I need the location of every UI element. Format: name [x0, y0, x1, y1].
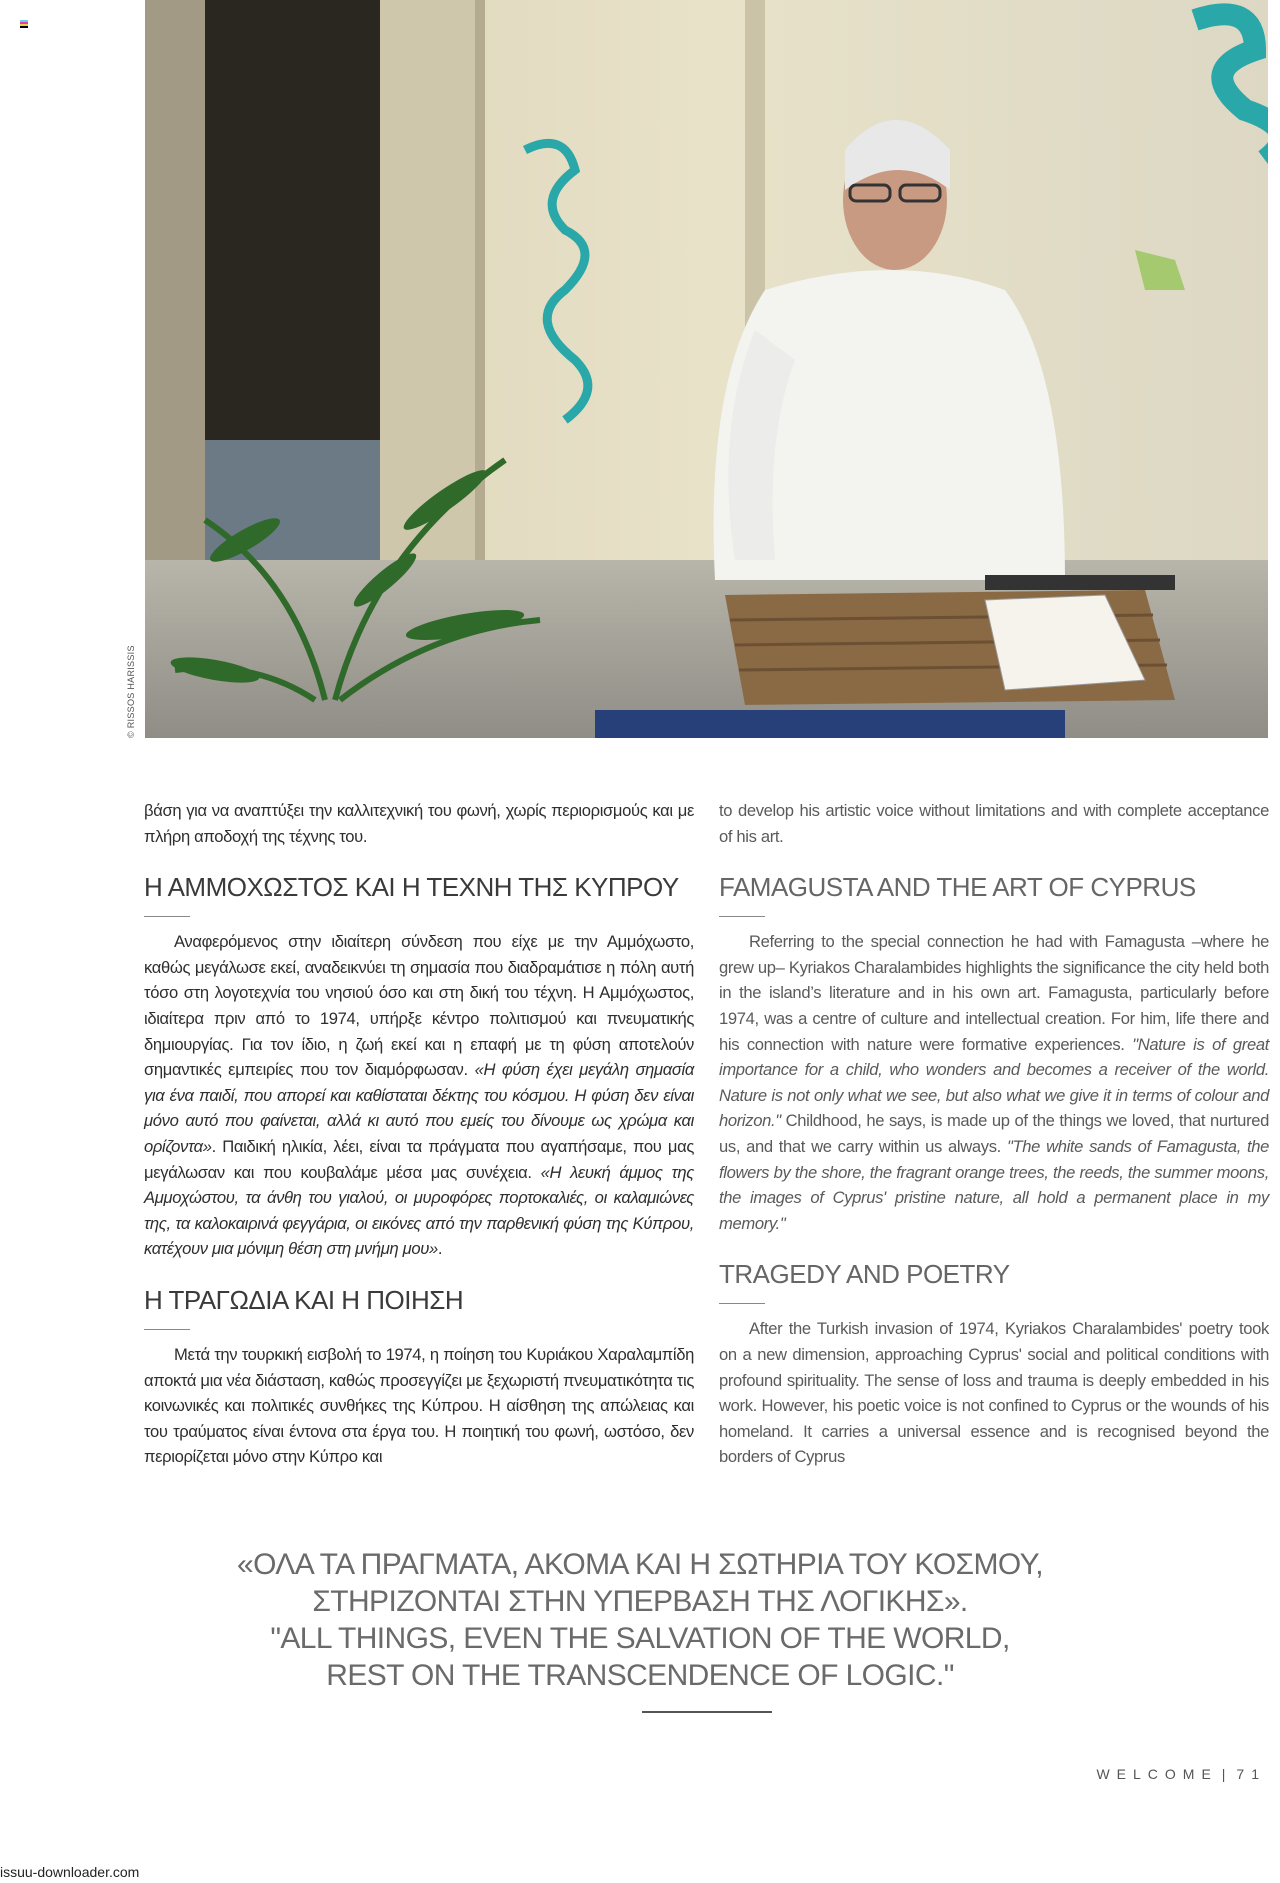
page-number: 71: [1236, 1766, 1266, 1782]
english-paragraph-tragedy: [719, 1316, 1269, 1470]
body-text: After the Turkish invasion of 1974, Kyriakos Charalambides' poetry took on a new dimension, approaching Cyprus' social and political conditions with profound spirituality. The sense of loss and trauma is deeply embedded in his work. However, his poetic voice is not confined to Cyprus or the wounds of his homeland. It carries a universal essence and is recognised beyond the borders of Cyprus: [719, 1319, 1269, 1467]
photo-credit: © RISSOS HARISSIS: [126, 645, 136, 738]
section-name: WELCOME: [1096, 1766, 1218, 1782]
english-heading-famagusta: FAMAGUSTA AND THE ART OF CYPRUS: [719, 872, 1196, 903]
pull-quote-line: REST ON THE TRANSCENDENCE OF LOGIC.": [326, 1659, 954, 1692]
english-column: [719, 798, 1269, 1470]
body-text: βάση για να αναπτύξει την καλλιτεχνική του φωνή, χωρίς περιορισμούς και με πλήρη αποδοχή της τέχνης του.: [144, 801, 694, 846]
greek-heading-famagusta: Η ΑΜΜΟΧΩΣΤΟΣ ΚΑΙ Η ΤΕΧΝΗ ΤΗΣ ΚΥΠΡΟΥ: [144, 872, 679, 903]
portrait-photo: [145, 0, 1268, 738]
english-heading-tragedy: TRAGEDY AND POETRY: [719, 1259, 1010, 1290]
english-paragraph-famagusta: [719, 929, 1269, 1236]
quoted-text: "Nature is of great importance for a child, who wonders and becomes a receiver of the world. Nature is not only what we see, but also what we give it in terms of colour and horizon.": [719, 1034, 1269, 1131]
body-text: Μετά την τουρκική εισβολή το 1974, η ποίηση του Κυριάκου Χαραλαμπίδη αποκτά μια νέα διάσταση, καθώς προσεγγίζει με ξεχωριστή πνευματικότητα τις κοινωνικές και πολιτικές συνθήκες της Κύπρου. Η αίσθηση της απώλειας και του τραύματος είναι έντονα στα έργα του. Η ποιητική του φωνή, ωστόσο, δεν περιορίζεται μόνο στην Κύπρο και: [144, 1344, 694, 1467]
heading-rule: [719, 916, 765, 917]
pull-quote-line: «ΟΛΑ ΤΑ ΠΡΑΓΜΑΤΑ, ΑΚΟΜΑ ΚΑΙ Η ΣΩΤΗΡΙΑ ΤΟΥ ΚΟΣΜΟΥ,: [237, 1548, 1043, 1581]
body-text: Referring to the special connection he had with Famagusta –where he grew up– Kyriakos Charalambides highlights the significance the city held both in the island’s literature and in his own art. Famagusta, particularly before 1974, was a centre of culture and intellectual creation. For him, life there and his connection with nature were formative experiences.: [719, 932, 1269, 1054]
greek-heading-tragedy: Η ΤΡΑΓΩΔΙΑ ΚΑΙ Η ΠΟΙΗΣΗ: [144, 1284, 464, 1315]
greek-paragraph-famagusta: [144, 929, 694, 1262]
watermark: issuu-downloader.com: [0, 1864, 140, 1880]
body-text: .: [437, 1239, 443, 1259]
pull-quote-line: ΣΤΗΡΙΖΟΝΤΑΙ ΣΤΗΝ ΥΠΕΡΒΑΣΗ ΤΗΣ ΛΟΓΙΚΗΣ».: [312, 1585, 968, 1618]
greek-paragraph-tragedy: [144, 1342, 694, 1470]
photo-illustration: [145, 0, 1268, 738]
heading-rule: [144, 916, 190, 917]
heading-rule: [719, 1303, 765, 1304]
body-text: Childhood, he says, is made up of the things we loved, that nurtured us, and that we carry within us always.: [719, 1111, 1269, 1156]
footer-separator: |: [1221, 1766, 1233, 1782]
heading-rule: [144, 1329, 190, 1330]
english-intro-paragraph: [719, 798, 1269, 849]
pull-quote: [0, 1546, 1280, 1694]
body-text: . Παιδική ηλικία, λέει, είναι τα πράγματα που αγαπήσαμε, που μας μεγάλωσαν και που κουβαλάμε μέσα μας συνέχεια.: [144, 1136, 694, 1182]
body-text: Αναφερόμενος στην ιδιαίτερη σύνδεση που είχε με την Αμμόχωστο, καθώς μεγάλωσε εκεί, αναδεικνύει τη σημασία που διαδραμάτισε η πόλη αυτή τόσο στη λογοτεχνία του νησιού όσο και στη δική του τέχνη. Η Αμμόχωστος, ιδιαίτερα πριν από το 1974, υπήρξε κέντρο πολιτισμού και πνευματικής δημιουργίας. Για τον ίδιο, η ζωή εκεί και η επαφή με τη φύση αποτελούν σημαντικές εμπειρίες που τον διαμόρφωσαν.: [144, 932, 694, 1080]
color-registration-mark: [20, 20, 28, 28]
greek-intro-paragraph: [144, 798, 694, 849]
body-text: to develop his artistic voice without limitations and with complete acceptance of his art.: [719, 801, 1269, 846]
quoted-text: «Η φύση έχει μεγάλη σημασία για ένα παιδί, που απορεί και καθίσταται δέκτης του κόσμου. Η φύση δεν είναι μόνο αυτό που φαίνεται, αλλά κι αυτό που εμείς του δίνουμε ως χρώμα και ορίζοντα»: [144, 1060, 694, 1156]
quoted-text: "The white sands of Famagusta, the flowers by the shore, the fragrant orange trees, the reeds, the summer moons, the images of Cyprus' pristine nature, all hold a permanent place in my memory.": [719, 1136, 1270, 1233]
greek-column: [144, 798, 694, 1470]
page-footer: [1096, 1766, 1266, 1782]
pull-quote-line: "ALL THINGS, EVEN THE SALVATION OF THE WORLD,: [270, 1622, 1010, 1655]
pull-quote-rule: [642, 1711, 772, 1713]
quoted-text: «Η λευκή άμμος της Αμμοχώστου, τα άνθη του γιαλού, οι μυροφόρες πορτοκαλιές, οι καλαμιώνες της, τα καλοκαιρινά φεγγάρια, οι εικόνες από την παρθενική φύση της Κύπρου, κατέχουν μια μόνιμη θέση στη μνήμη μου»: [144, 1162, 694, 1259]
